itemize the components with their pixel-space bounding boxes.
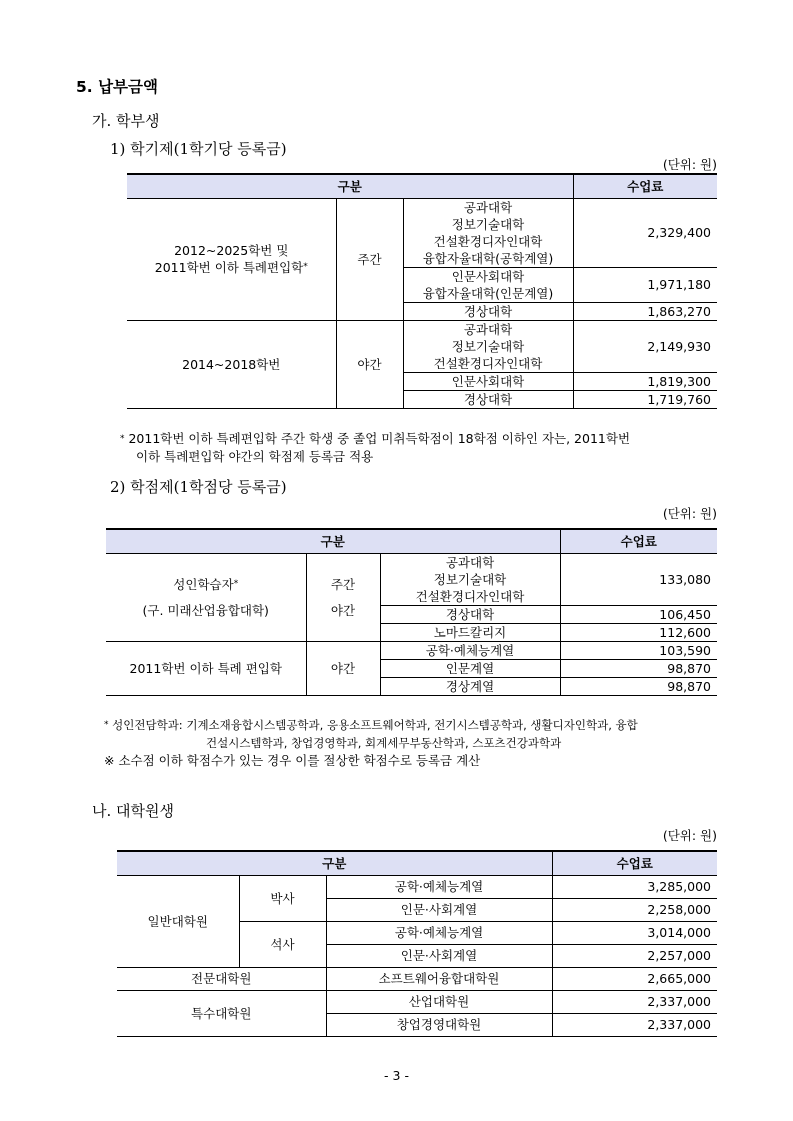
fee-cell: 106,450 xyxy=(560,605,717,623)
general-grad-label: 일반대학원 xyxy=(117,875,239,967)
time-label: 주간 야간 xyxy=(306,553,380,641)
credit-title: 2) 학점제(1학점당 등록금) xyxy=(110,478,287,496)
college-cell: 경상대학 xyxy=(403,390,573,408)
group-label: 2012~2025학번 및 2011학번 이하 특례편입학* xyxy=(127,198,336,320)
group-label: 성인학습자* (구. 미래산업융합대학) xyxy=(106,553,306,641)
college-cell: 공과대학 정보기술대학 건설환경디자인대학 xyxy=(403,320,573,372)
fee-cell: 2,258,000 xyxy=(552,898,717,921)
grad-fee-table xyxy=(117,850,717,1037)
table-header-category: 구분 xyxy=(127,174,573,198)
time-label: 주간 xyxy=(336,198,403,320)
table-header-fee: 수업료 xyxy=(552,851,717,875)
fee-cell: 3,285,000 xyxy=(552,875,717,898)
college-cell: 인문계열 xyxy=(380,659,560,677)
field-cell: 공학·예체능계열 xyxy=(326,875,552,898)
college-cell: 경상계열 xyxy=(380,677,560,695)
professional-grad-label: 전문대학원 xyxy=(117,967,326,990)
grad-title: 나. 대학원생 xyxy=(92,802,174,820)
fee-cell: 1,863,270 xyxy=(573,302,717,320)
master-label: 석사 xyxy=(239,921,326,967)
fee-cell: 98,870 xyxy=(560,677,717,695)
credit-fee-table xyxy=(106,528,717,696)
doctor-label: 박사 xyxy=(239,875,326,921)
unit-label: (단위: 원) xyxy=(662,506,717,521)
fee-cell: 1,819,300 xyxy=(573,372,717,390)
group-label: 2011학번 이하 특례 편입학 xyxy=(106,641,306,695)
field-cell: 산업대학원 xyxy=(326,990,552,1013)
page-number: - 3 - xyxy=(384,1068,409,1083)
undergrad-title: 가. 학부생 xyxy=(92,112,160,130)
time-label: 야간 xyxy=(336,320,403,408)
semester-fee-table xyxy=(127,173,717,409)
college-cell: 경상대학 xyxy=(403,302,573,320)
fee-cell: 98,870 xyxy=(560,659,717,677)
table-header-fee: 수업료 xyxy=(560,529,717,553)
fee-cell: 2,149,930 xyxy=(573,320,717,372)
unit-label: (단위: 원) xyxy=(662,157,717,172)
college-cell: 공과대학 정보기술대학 건설환경디자인대학 융합자율대학(공학계열) xyxy=(403,198,573,267)
fee-cell: 1,971,180 xyxy=(573,267,717,302)
field-cell: 소프트웨어융합대학원 xyxy=(326,967,552,990)
fee-cell: 1,719,760 xyxy=(573,390,717,408)
special-grad-label: 특수대학원 xyxy=(117,990,326,1036)
fee-cell: 2,329,400 xyxy=(573,198,717,267)
group-label: 2014~2018학번 xyxy=(127,320,336,408)
fee-cell: 112,600 xyxy=(560,623,717,641)
fee-cell: 2,337,000 xyxy=(552,990,717,1013)
section-title: 5. 납부금액 xyxy=(76,78,158,96)
fee-cell: 2,337,000 xyxy=(552,1013,717,1036)
semester-title: 1) 학기제(1학기당 등록금) xyxy=(110,140,287,158)
credit-note: * 성인전담학과: 기계소재융합시스템공학과, 응용소프트웨어학과, 전기시스템공학과, 생활디자인학과, 융합 건설시스템학과, 창업경영학과, 회계세무부동산학과, 스포츠건강과학과 ※ 소수점 이하 학점수가 있는 경우 이를 절상한 학점수로 등록금 계산 xyxy=(104,718,638,768)
field-cell: 인문·사회계열 xyxy=(326,898,552,921)
field-cell: 인문·사회계열 xyxy=(326,944,552,967)
fee-cell: 2,257,000 xyxy=(552,944,717,967)
unit-label: (단위: 원) xyxy=(662,828,717,843)
fee-cell: 103,590 xyxy=(560,641,717,659)
field-cell: 창업경영대학원 xyxy=(326,1013,552,1036)
college-cell: 공학·예체능계열 xyxy=(380,641,560,659)
semester-note: * 2011학번 이하 특례편입학 주간 학생 중 졸업 미취득학점이 18학점 이하인 자는, 2011학번 이하 특례편입학 야간의 학점제 등록금 적용 xyxy=(120,431,631,464)
college-cell: 경상대학 xyxy=(380,605,560,623)
table-header-category: 구분 xyxy=(117,851,552,875)
college-cell: 공과대학 정보기술대학 건설환경디자인대학 xyxy=(380,553,560,605)
field-cell: 공학·예체능계열 xyxy=(326,921,552,944)
fee-cell: 2,665,000 xyxy=(552,967,717,990)
college-cell: 노마드칼리지 xyxy=(380,623,560,641)
time-label: 야간 xyxy=(306,641,380,695)
fee-cell: 133,080 xyxy=(560,553,717,605)
college-cell: 인문사회대학 융합자율대학(인문계열) xyxy=(403,267,573,302)
college-cell: 인문사회대학 xyxy=(403,372,573,390)
fee-cell: 3,014,000 xyxy=(552,921,717,944)
table-header-category: 구분 xyxy=(106,529,560,553)
table-header-fee: 수업료 xyxy=(573,174,717,198)
